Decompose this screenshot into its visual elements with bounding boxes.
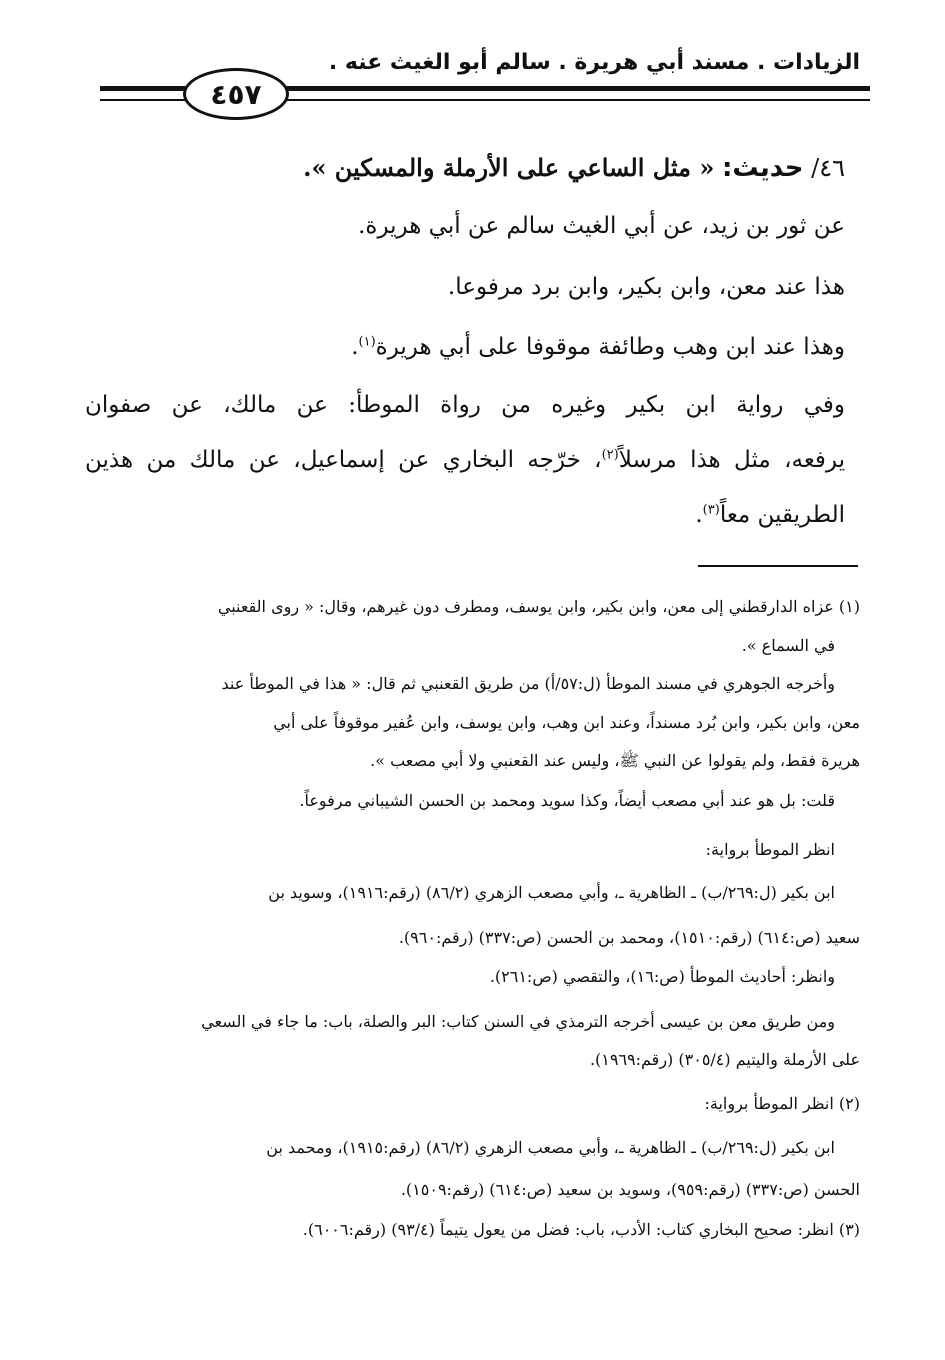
mawquf-text: وهذا عند ابن وهب وطائفة موقوفا على أبي هريرة [375, 334, 845, 360]
riwaya-line-1: وفي رواية ابن بكير وغيره من رواة الموطأ: عن مالك، عن صفوان [85, 392, 845, 418]
riwaya-end: . [695, 502, 703, 528]
footnote-line: (١) عزاه الدارقطني إلى معن، وابن بكير، وابن يوسف، ومطرف دون غيرهم، وقال: « روى القعنبي [217, 597, 860, 616]
hadith-label: حديث: [722, 153, 804, 183]
footnote-line: الحسن (ص:٣٣٧) (رقم:٩٥٩)، وسويد بن سعيد (ص:٦١٤) (رقم:١٥٠٩). [400, 1180, 860, 1199]
isnad-line: عن ثور بن زيد، عن أبي الغيث سالم عن أبي هريرة. [358, 213, 845, 239]
page-number: ٤٥٧ [210, 77, 262, 111]
footnote-ref-1[interactable]: (١) [358, 334, 376, 350]
riwaya-line-2 [85, 447, 845, 473]
page-number-badge [183, 68, 289, 120]
footnote-line: انظر الموطأ برواية: [705, 840, 835, 859]
footnote-ref-2[interactable]: (٢) [601, 447, 619, 463]
footnote-line: على الأرملة واليتيم (٣٠٥/٤) (رقم:١٩٦٩). [589, 1050, 860, 1069]
footnote-line: وانظر: أحاديث الموطأ (ص:١٦)، والتقصي (ص:٢٦١). [489, 967, 835, 986]
running-title: الزيادات . مسند أبي هريرة . سالم أبو الغيث عنه . [328, 50, 860, 75]
marfu-line: هذا عند معن، وابن بكير، وابن برد مرفوعا. [447, 274, 845, 300]
riwaya-text-a: يرفعه، مثل هذا مرسلاً [618, 447, 845, 473]
footnote-ref-3[interactable]: (٣) [702, 502, 720, 518]
footnote-line: في السماع ». [741, 636, 835, 655]
footnote-line: ابن بكير (ل:٢٦٩/ب) ـ الظاهرية ـ، وأبي مصعب الزهري (٨٦/٢) (رقم:١٩١٦)، وسويد بن [268, 883, 835, 902]
footnote-line: ومن طريق معن بن عيسى أخرجه الترمذي في السنن كتاب: البر والصلة، باب: ما جاء في السعي [201, 1012, 835, 1031]
footnote-separator [698, 565, 858, 567]
riwaya-text-c: الطريقين معاً [719, 502, 845, 528]
riwaya-line-3 [695, 502, 845, 528]
footnote-line: وأخرجه الجوهري في مسند الموطأ (ل:٥٧/أ) من طريق القعنبي ثم قال: « هذا في الموطأ عند [221, 674, 835, 693]
mawquf-end: . [351, 334, 359, 360]
footnote-line: سعيد (ص:٦١٤) (رقم:١٥١٠)، ومحمد بن الحسن (ص:٣٣٧) (رقم:٩٦٠). [398, 928, 860, 947]
footnote-line: ابن بكير (ل:٢٦٩/ب) ـ الظاهرية ـ، وأبي مصعب الزهري (٨٦/٢) (رقم:١٩١٥)، ومحمد بن [266, 1138, 835, 1157]
riwaya-text-b: ، خرّجه البخاري عن إسماعيل، عن مالك من هذين [85, 447, 602, 473]
hadith-heading [303, 153, 845, 183]
hadith-number: ٤٦/ [811, 154, 845, 182]
footnote-line: معن، وابن بكير، وابن بُرد مسنداً، وعند ابن وهب، وابن يوسف، وابن عُفير موقوفاً على أبي [273, 713, 860, 732]
footnote-line: (٣) انظر: صحيح البخاري كتاب: الأدب، باب: فضل من يعول يتيماً (٩٣/٤) (رقم:٦٠٠٦). [302, 1220, 860, 1239]
mawquf-line [351, 334, 845, 360]
footnote-line: قلت: بل هو عند أبي مصعب أيضاً، وكذا سويد ومحمد بن الحسن الشيباني مرفوعاً. [299, 791, 835, 810]
hadith-title: « مثل الساعي على الأرملة والمسكين ». [303, 153, 715, 182]
footnote-line: (٢) انظر الموطأ برواية: [704, 1094, 860, 1113]
footnote-line: هريرة فقط، ولم يقولوا عن النبي ﷺ، وليس عند القعنبي ولا أبي مصعب ». [370, 751, 860, 770]
